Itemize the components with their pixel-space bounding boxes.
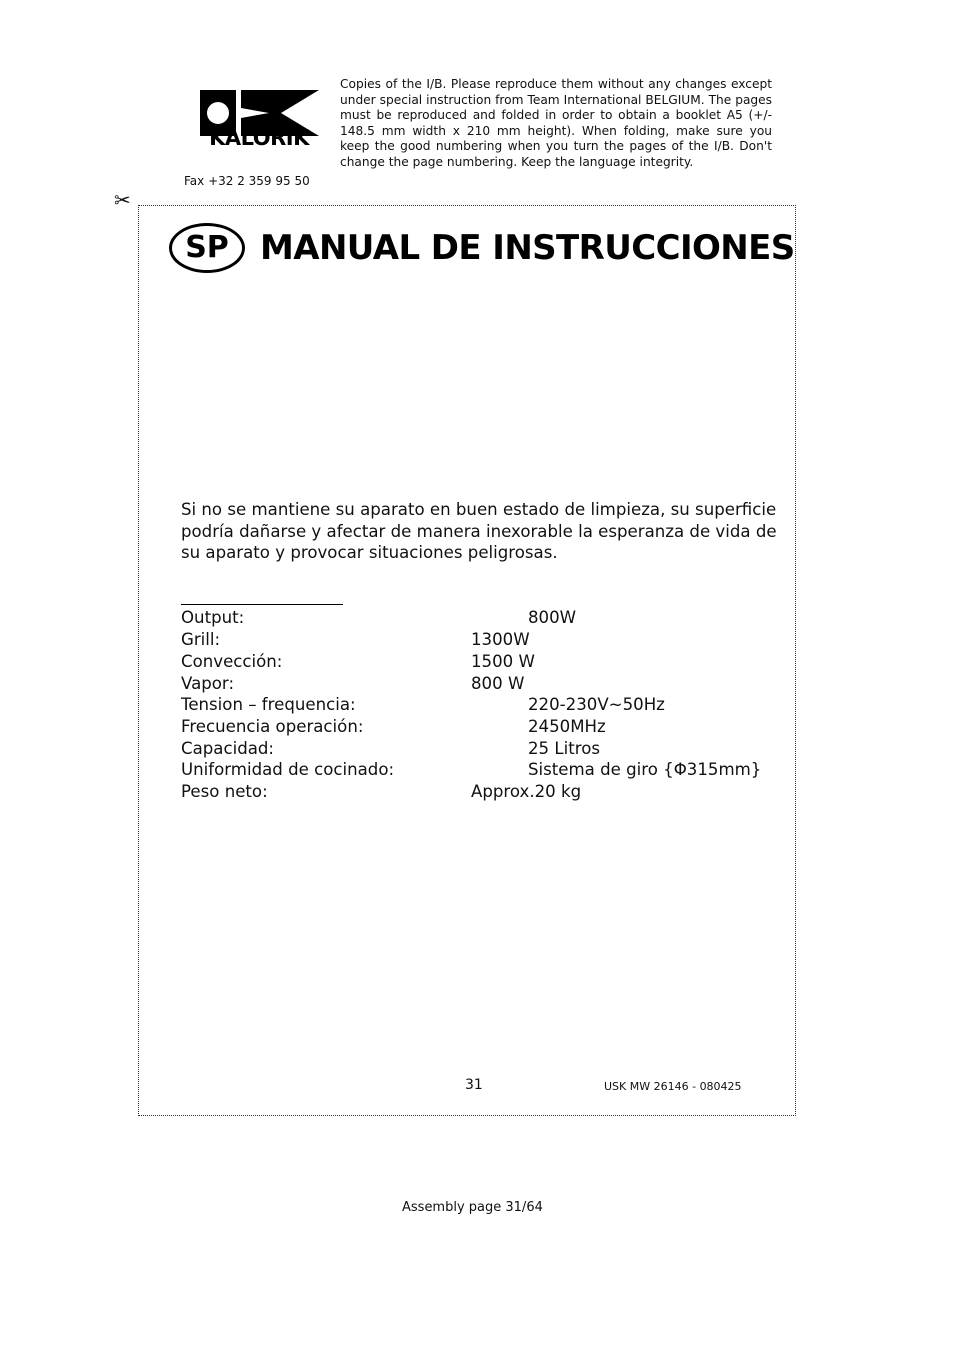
spec-label: Grill: xyxy=(181,630,221,649)
spec-label: Vapor: xyxy=(181,674,235,693)
spec-value: 800 W xyxy=(471,674,525,693)
spec-label: Peso neto: xyxy=(181,782,268,801)
spec-value: 2450MHz xyxy=(528,717,606,736)
page-number: 31 xyxy=(465,1077,483,1093)
spec-label: Uniformidad de cocinado: xyxy=(181,760,395,779)
model-code: USK MW 26146 - 080425 xyxy=(604,1080,742,1093)
spec-value: 1300W xyxy=(471,630,530,649)
language-badge: SP xyxy=(169,223,245,273)
page-title: MANUAL DE INSTRUCCIONES xyxy=(260,228,795,268)
spec-label: Convección: xyxy=(181,652,283,671)
reproduction-note: Copies of the I/B. Please reproduce them without any changes except under special instruction from Team International BELGIUM. The pages must be reproduced and folded in order to obtain a booklet A5 (+/- 148.5 mm width x 210 mm height). When folding, make sure you keep the good numbering when you turn the pages of the I/B. Don't change the page numbering. Keep the language integrity. xyxy=(340,77,772,169)
spec-label: Output: xyxy=(181,608,245,627)
assembly-page-label: Assembly page 31/64 xyxy=(402,1200,543,1215)
scissors-icon: ✂ xyxy=(114,188,131,212)
cleaning-warning-paragraph: Si no se mantiene su aparato en buen estado de limpieza, su superficie podría dañarse y afectar de manera inexorable la esperanza de vida de su aparato y provocar situaciones peligrosas. xyxy=(181,500,777,563)
spec-label: Capacidad: xyxy=(181,739,275,758)
section-underline xyxy=(181,604,343,605)
spec-value: 1500 W xyxy=(471,652,535,671)
brand-wordmark: KALORIK xyxy=(209,126,309,150)
spec-label: Tension – frequencia: xyxy=(181,695,356,714)
fax-number: Fax +32 2 359 95 50 xyxy=(184,174,310,188)
spec-value: 25 Litros xyxy=(528,739,601,758)
spec-value: Approx.20 kg xyxy=(471,782,582,801)
spec-value: 800W xyxy=(528,608,577,627)
spec-label: Frecuencia operación: xyxy=(181,717,364,736)
spec-value: 220-230V~50Hz xyxy=(528,695,665,714)
spec-value: Sistema de giro {Φ315mm} xyxy=(528,760,762,779)
